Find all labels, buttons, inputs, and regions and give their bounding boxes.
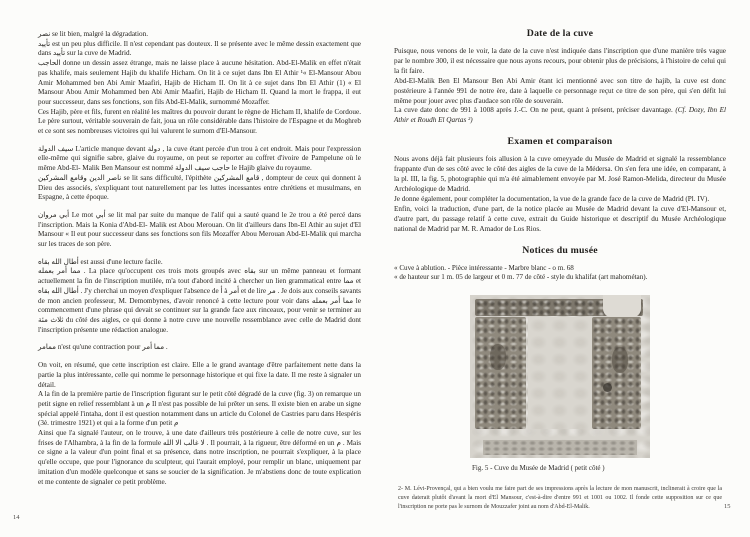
section-heading-examen: Examen et comparaison [507,136,613,148]
photo-center-panel [528,317,593,429]
section-heading-notices: Notices du musée [522,244,598,256]
bibliographic-citation: (Cf. Dozy, Ibn El Athir et Roudh El Qartas ²) [394,106,727,125]
paragraph: نصر se lit bien, malgré la dégradation. [38,30,148,38]
paragraph: الحاجب donne un dessin assez étrange, mais ne laisse place à aucune hésitation. Abd-El-Malik en effet n'était pas khalife, mais seulement Hajib du khalife Hicham. On lit à ce sujet dans Ibn El Athir ¹« El-Mansour Abou Amir Mohammed ben Abi Amir Maafiri, Hajib de Hicham II. On lit à ce sujet dans Ibn El Athir (1) « El Mansour Abou Amir Mohammed ben Abi Amir Maafiri, Hajib de Hicham II. Quand la mort le frappa, il eut pour successeur, dans ses fonctions, son fils Abd-El-Malik, surnommé Mozaffer. [38,59,361,106]
figure-5 [470,295,650,472]
paragraph: Ces Hajib, père et fils, furent en réalité les maîtres du pouvoir durant le règne de Hicham II, khalife de Cordoue. Le père surtout, véritable souverain de fait, joua un rôle considérable dans l'histoire de l'Espagne et du Moghreb et ce sont ses nombreuses victoires qui lui valurent le surnom d'El-Mansour. [38,107,361,136]
photo-base-strip [483,440,638,455]
eagle-relief-left [490,344,506,370]
page-number-left: 14 [13,514,20,521]
paragraph: On voit, en résumé, que cette inscription est claire. Elle a le grand avantage d'être parfaitement nette dans la partie la plus intéressante, celle qui nomme le personnage historique et qui fixe la date. Il me reste à signaler un détail. [38,361,361,389]
paragraph: Je donne également, pour compléter la documentation, la vue de la grande face de la cuve de Madrid (Pl. IV). [394,194,710,203]
figure-caption: Fig. 5 - Cuve du Musée de Madrid ( petit côté ) [472,464,605,473]
figure-photo [470,295,650,458]
museum-notice-line: « Cuve à ablution. - Pièce intéressante - Marbre blanc - o m. 68 [394,263,574,272]
paragraph: ناصر الدين وقامع المشركين se lit sans difficulté, l'épithète قامع المشركين , dompteur de ceux qui donnent à Dieu des associés, s'expliquant tout naturellement par les luttes incessantes entre chrétiens et musulmans, en Espagne, à cette époque. [38,173,361,202]
closing-sentence: La cuve date donc de 991 à 1008 après J.-C. On ne peut, quant à présent, préciser davantage. [394,106,673,115]
page-number-right: 15 [724,503,731,510]
footnote: 2- M. Lévi-Provençal, qui a bien voulu me faire part de ses impressions après la lecture de mon manuscrit, inclinerait à croire que la cuve daterait plutôt d'avant la mort d'El Mansour, c'est-à-dire d'entre 991 et 1001 ou 1002. Il fonde cette supposition sur ce que l'inscription ne porte pas le surnom de Mouzzafer joint au nom d'Abd-El-Malik. [398,486,722,511]
paragraph: Enfin, voici la traduction, d'une part, de la notice placée au Musée de Madrid devant la cuve d'El-Mansour et, d'autre part, du passage relatif à cette cuve, extrait du Guide historique et descriptif du Musée Archéologique national de Madrid par M. R. Amador de Los Rios. [394,204,726,233]
paragraph: Puisque, nous venons de le voir, la date de la cuve n'est indiquée dans l'inscription que d'une manière très vague par le nombre 300, il est nécessaire que nous ayons recours, pour obtenir plus de précisions, à l'histoire de celui qui la fit faire. [394,47,726,75]
paragraph: Abd-El-Malik Ben El Mansour Ben Abi Amir étant ici mentionné avec son titre de hajib, la cuve est donc postérieure à l'année 991 de notre ère, date à laquelle ce personnage reçut ce titre de son père, qui s'en défit lui même pour jouer avec plus d'audace son rôle de souverain. [394,76,726,105]
paragraph: سيف الدولة L'article manque devant دولة , la cuve étant percée d'un trou à cet endroit. Mais pour l'expression elle-même qui signifie sabre, glaive du royaume, on peut se reporter au coffret d'ivoire de Pampelune où le même Abd-El- Malik Ben Mansour est nommé حاجب سيف الدولة le Hajib glaive du royaume. [38,144,361,173]
section-heading-date: Date de la cuve [526,28,594,39]
right-page [394,28,726,512]
paragraph: أطال الله بقاه est aussi d'une lecture facile. [38,257,163,266]
museum-notice-line: « de hauteur sur 1 m. 05 de largeur et 0 m. 77 de côté - style du khalifat (art mahométan). [394,273,648,282]
paragraph: أبي مروان Le mot أبي se lit mal par suite du manque de l'alif qui a sauté quand le 2e trou a été percé dans l'inscription. Mais la Konia d'Abd-El- Malik est Abou Merouan. On lit d'ailleurs dans Ibn-El Athir au sujet d'El Mansour « Il eut pour successeur dans ses fonctions son fils Mozaffer Abou Merouan Abd-El-Malik qui marcha sur les traces de son père. [38,210,361,249]
paragraph: Nous avons déjà fait plusieurs fois allusion à la cuve omeyyade du Musée de Madrid et signalé la ressemblance frappante d'un de ses côté avec le côté des aigles de la cuve de la Médersa. On s'en fera une idée, en comparant, à la pl. III, la fig. 5, photographie qui m'a été aimablement envoyée par M. José Ramon-Melida, directeur du Musée Archéologique de Madrid. [394,155,726,193]
photo-left-relief [475,317,525,429]
left-page [38,30,361,487]
paragraph: Ainsi que l'a signalé l'auteur, on le trouve, à une date d'ailleurs très postérieure à celle de notre cuve, sur les frises de l'Alhambra, à la fin de la formule لا غالب الا الله . Il pourrait, à la rigueur, être déformé en un م . Mais ce signe a la valeur d'un point final et sa présence, dans notre inscription, ne pourrait s'expliquer, à la place qu'elle occupe, que pour l'ignorance du sculpteur, qui l'aurait employé, pour remplir un blanc, uniquement par imitation d'un modèle quelconque et sans se soucier de la signification. Je m'abstiens donc de toute explication et me contente de signaler ce petit problème. [38,429,361,486]
paragraph [394,106,726,126]
paragraph: A la fin de la première partie de l'inscription figurant sur le petit côté dégradé de la cuve (fig. 3) on remarque un petit signe en relief ressemblant à un م Il n'est pas possible de lui prêter un sens. Il existe bien en arabe un signe spécial appelé l'intaha, dont il est question notamment dans un article du Colonel de Castries paru dans Hespéris (3è. trimestre 1921) et qui a la forme d'un petit م [38,390,361,428]
paragraph: تأييد est un peu plus difficile. Il n'est cependant pas douteux. Il se présente avec le même dessin exactement que dans تأييد sur la cuve de Madrid. [38,39,361,58]
paragraph: ممامر n'est qu'une contraction pour مما أمر . [38,343,168,352]
paragraph: مما أمر بعمله . La place qu'occupent ces trois mots groupés avec بقاه sur un même panneau et formant actuellement la fin de l'inscription mutilée, m'a tout d'abord incité à chercher un lien grammatical entre مما et أطال الله بقاه . J'y cherchai un moyen d'expliquer l'absence de أ à أمر et de lire مر . Je dois aux conseils savants de mon ancien professeur, M. Demombynes, d'avoir renoncé à cette lecture pour voir dans مما أمر بعمله le commencement d'une phrase qui devait se continuer sur la grande face aux rinceaux, pour venir se terminer au ثلاث مئة du côté des aigles, ce qui donne à notre cuve une nouvelle ressemblance avec celle de Madrid dont l'inscription présente une rédaction analogue. [38,267,362,334]
